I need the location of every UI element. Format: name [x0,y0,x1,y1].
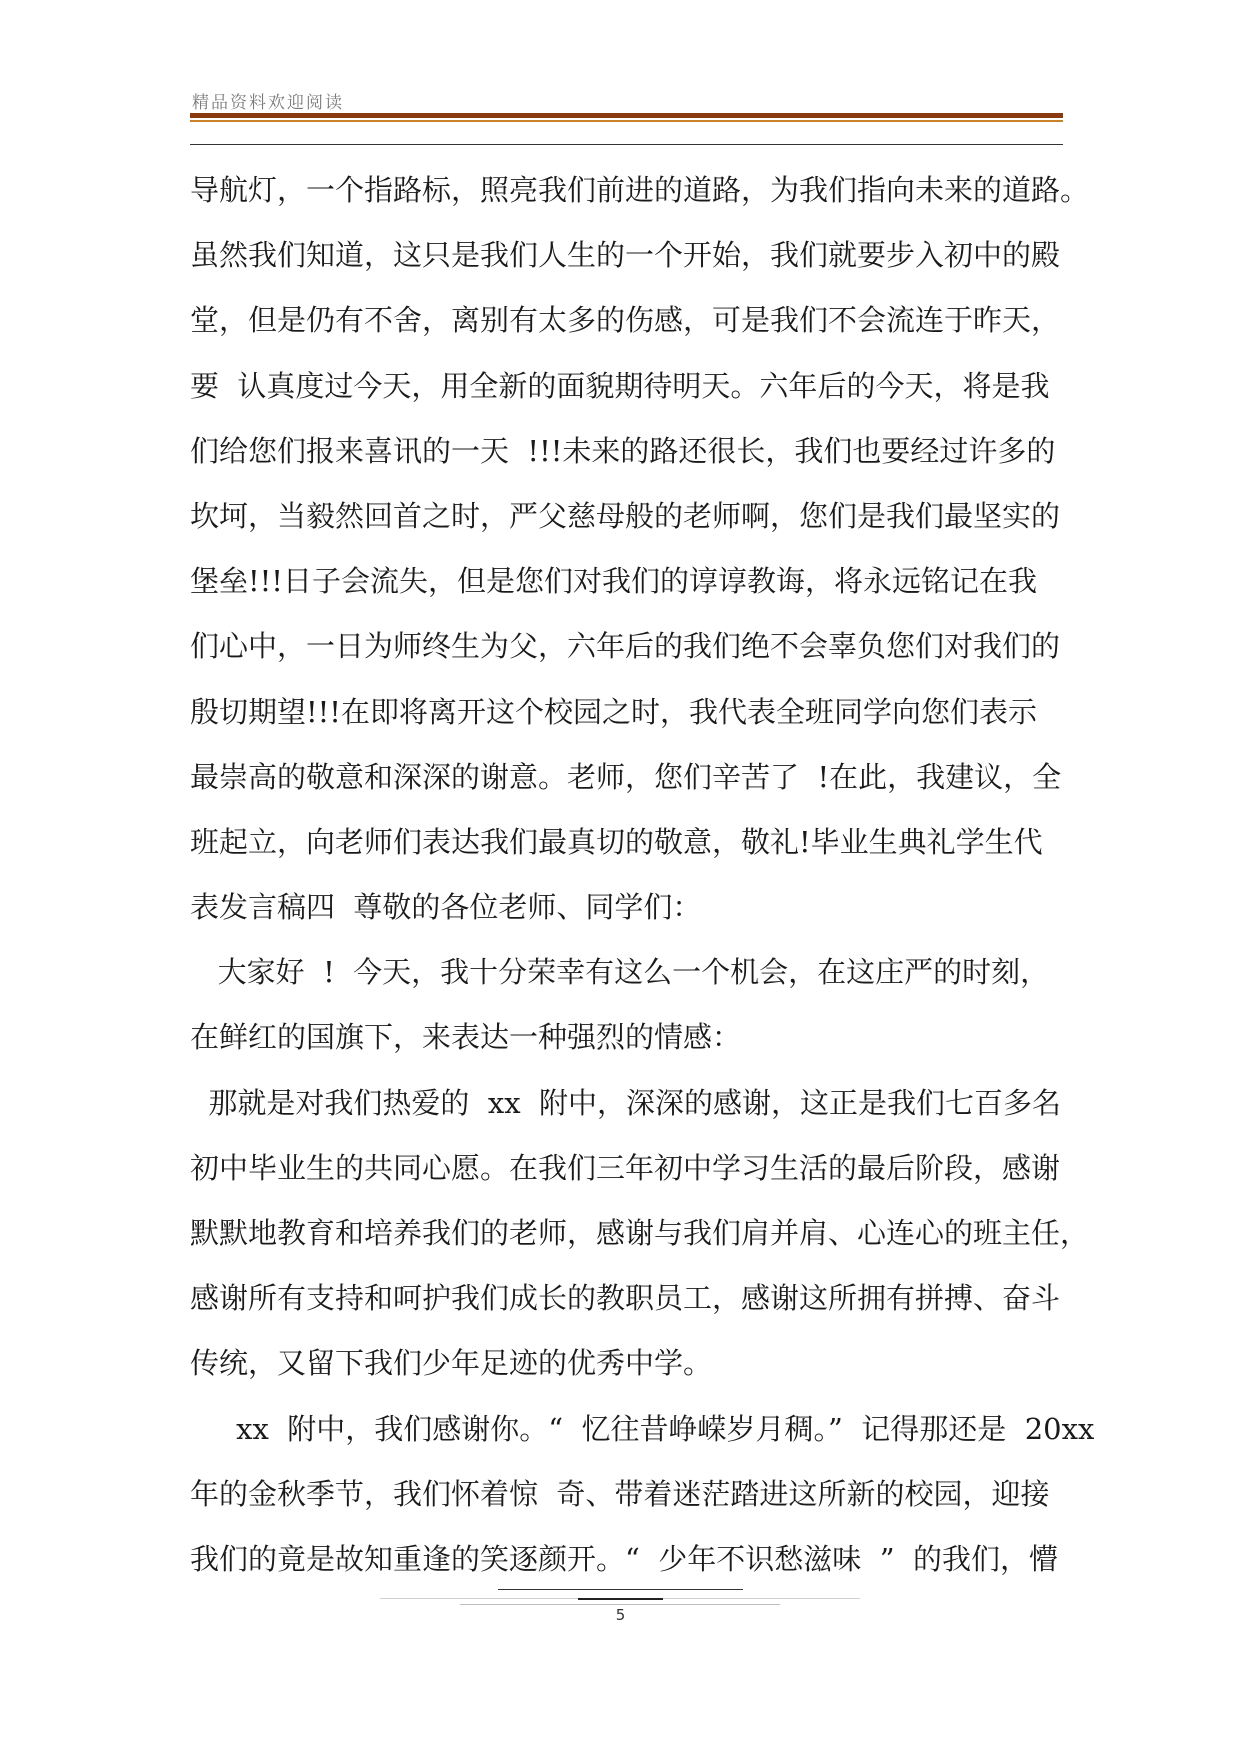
header-title: 精品资料欢迎阅读 [192,93,344,113]
page-number: 5 [615,1606,626,1624]
text-line: 传统，又留下我们少年足迹的优秀中学。 [190,1346,713,1381]
text-line: 我们的竟是故知重逢的笑逐颜开。“ 少年不识愁滋味 ” 的我们，懵 [190,1541,1058,1576]
text-line: 大家好 ! 今天，我十分荣幸有这么一个机会，在这庄严的时刻， [190,955,1050,990]
text-line: 堡垒!!!日子会流失，但是您们对我们的谆谆教诲，将永远铭记在我 [190,564,1037,599]
header-rule-accent [190,120,1063,122]
header-divider [190,144,1063,145]
footer-rule [498,1589,743,1590]
text-line: 在鲜红的国旗下，来表达一种强烈的情感： [190,1020,742,1055]
text-line: 堂，但是仍有不舍，离别有太多的伤感，可是我们不会流连于昨天， [190,303,1061,338]
text-line: 坎坷，当毅然回首之时，严父慈母般的老师啊，您们是我们最坚实的 [190,498,1061,533]
text-line: 虽然我们知道，这只是我们人生的一个开始，我们就要步入初中的殿 [190,238,1061,273]
text-line: 年的金秋季节，我们怀着惊 奇、带着迷茫踏进这所新的校园，迎接 [190,1476,1050,1511]
text-line: xx 附中，我们感谢你。“ 忆往昔峥嵘岁月稠。” 记得那还是 20xx [190,1411,1095,1446]
footer-rule-faint [460,1604,780,1605]
footer-rule-dark [578,1598,663,1600]
text-line: 要 认真度过今天，用全新的面貌期待明天。六年后的今天，将是我 [190,368,1050,403]
text-line: 们给您们报来喜讯的一天 !!!未来的路还很长，我们也要经过许多的 [190,433,1056,468]
text-line: 导航灯，一个指路标，照亮我们前进的道路，为我们指向未来的道路。 [190,173,1090,207]
header-rule [190,113,1063,118]
body-text [190,158,1095,1592]
text-line: 初中毕业生的共同心愿。在我们三年初中学习生活的最后阶段，感谢 [190,1150,1061,1185]
text-line: 那就是对我们热爱的 xx 附中，深深的感谢，这正是我们七百多名 [190,1085,1062,1120]
text-line: 感谢所有支持和呵护我们成长的教职员工，感谢这所拥有拼搏、奋斗 [190,1281,1061,1316]
text-line: 默默地教育和培养我们的老师，感谢与我们肩并肩、心连心的班主任， [190,1216,1090,1250]
text-line: 最崇高的敬意和深深的谢意。老师，您们辛苦了 !在此，我建议，全 [190,759,1062,794]
text-line: 们心中，一日为师终生为父，六年后的我们绝不会辜负您们对我们的 [190,629,1061,664]
text-line: 殷切期望!!!在即将离开这个校园之时，我代表全班同学向您们表示 [190,694,1037,729]
text-line: 表发言稿四 尊敬的各位老师、同学们： [190,890,702,925]
text-line: 班起立，向老师们表达我们最真切的敬意，敬礼!毕业生典礼学生代 [190,824,1043,859]
